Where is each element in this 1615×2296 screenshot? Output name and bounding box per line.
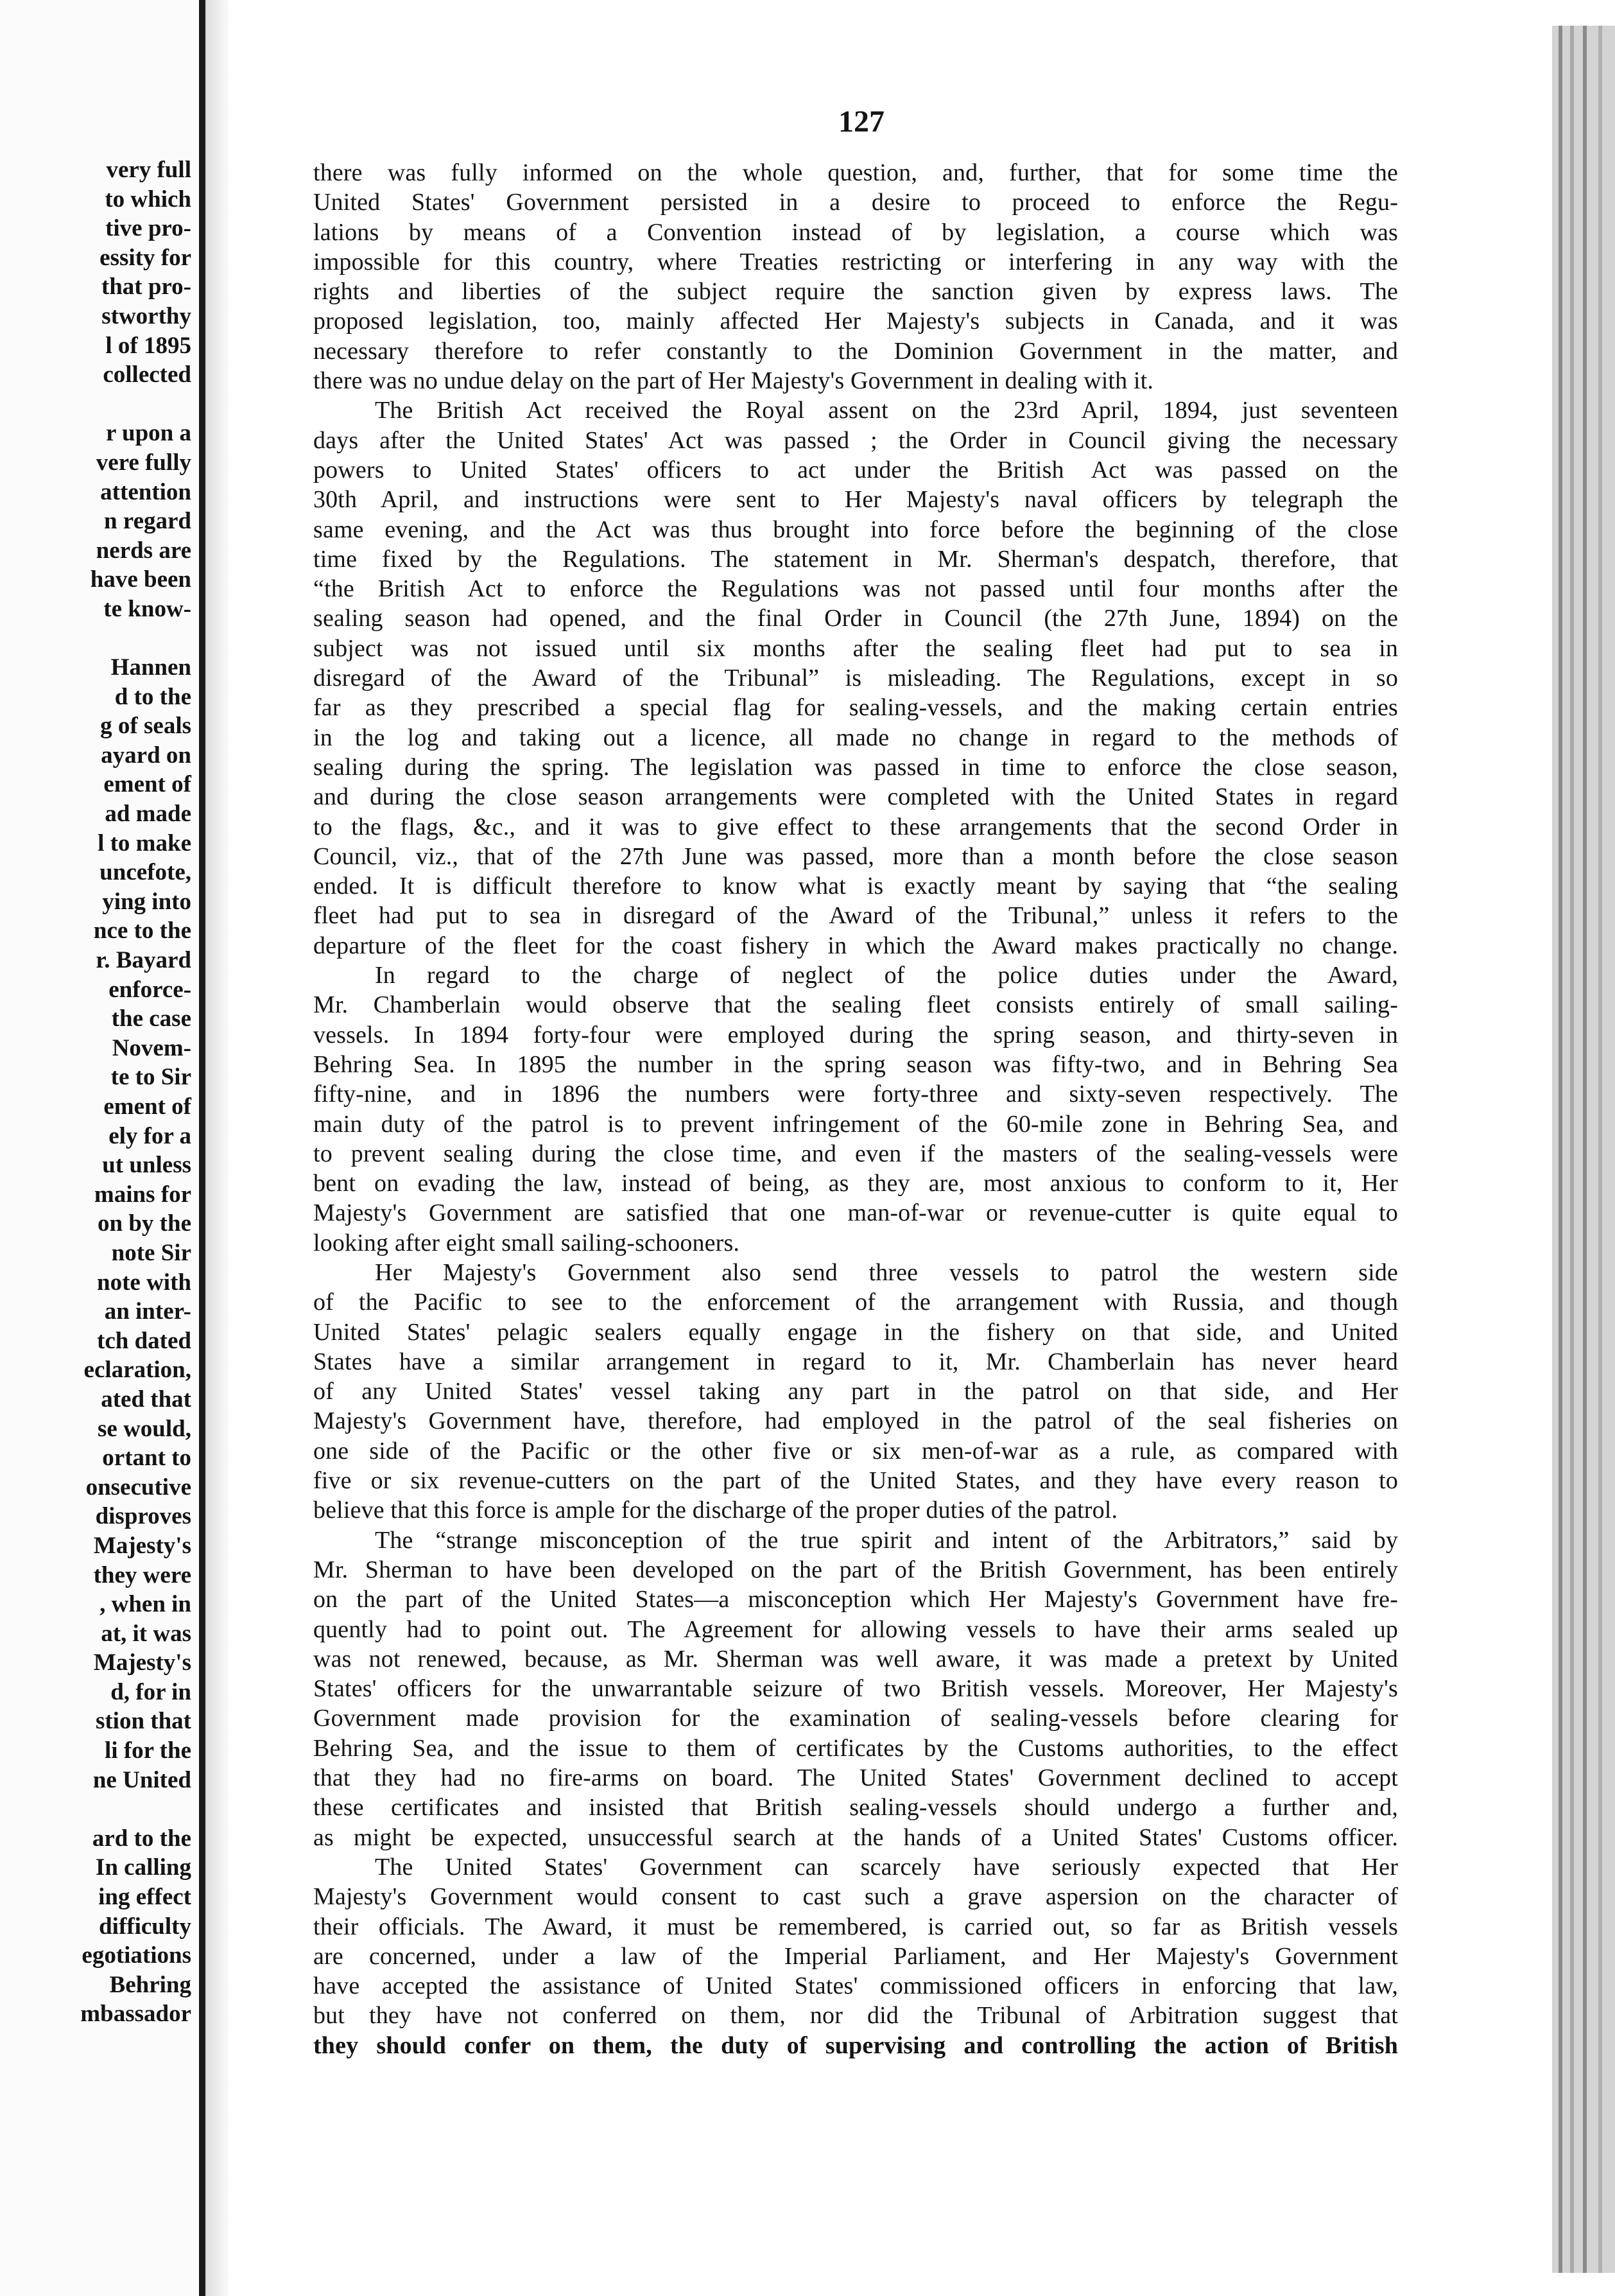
text-line: days after the United States' Act was passed ; the Order in Council giving the necessary bbox=[313, 426, 1398, 454]
text-line: Government made provision for the examination of sealing-vessels before clearing for bbox=[313, 1705, 1398, 1732]
facing-page-line: at, it was bbox=[101, 1620, 191, 1647]
text-line: ended. It is difficult therefore to know what is exactly meant by saying that “the sealing bbox=[313, 873, 1398, 900]
text-line: they should confer on them, the duty of supervising and controlling the action of British bbox=[313, 2031, 1398, 2059]
facing-page-line: ying into bbox=[102, 888, 191, 915]
facing-page-line: on by the bbox=[98, 1210, 191, 1237]
book-spine-edge bbox=[199, 0, 205, 2296]
page-edge-line bbox=[1583, 26, 1587, 2273]
facing-page-text bbox=[0, 155, 191, 2029]
text-line: Behring Sea, and the issue to them of certificates by the Customs authorities, to the effect bbox=[313, 1734, 1398, 1762]
facing-page-line: they were bbox=[93, 1561, 191, 1588]
text-line: sealing season had opened, and the final Order in Council (the 27th June, 1894) on the bbox=[313, 605, 1398, 632]
facing-page-line: ing effect bbox=[98, 1884, 191, 1911]
facing-page-line: ement of bbox=[103, 771, 191, 798]
facing-page-line: Majesty's bbox=[93, 1649, 191, 1676]
text-line: United States' pelagic sealers equally engage in the fishery on that side, and United bbox=[313, 1318, 1398, 1346]
facing-page-line: , when in bbox=[99, 1591, 191, 1618]
facing-page-line: d, for in bbox=[110, 1678, 191, 1705]
text-line: in the log and taking out a licence, all made no change in regard to the methods of bbox=[313, 724, 1398, 751]
facing-page-line: note Sir bbox=[111, 1239, 191, 1266]
text-line: bent on evading the law, instead of being, as they are, most anxious to conform to it, Her bbox=[313, 1170, 1398, 1197]
text-line: of any United States' vessel taking any part in the patrol on that side, and Her bbox=[313, 1378, 1398, 1405]
facing-page-line: very full bbox=[106, 157, 191, 183]
page-edge-line bbox=[1570, 26, 1574, 2273]
facing-page-line: se would, bbox=[98, 1415, 191, 1442]
facing-page-line: ortant to bbox=[102, 1445, 191, 1472]
page-gutter bbox=[205, 0, 229, 2296]
facing-page-line: nce to the bbox=[93, 918, 191, 944]
text-line: States' officers for the unwarrantable seizure of two British vessels. Moreover, Her Majesty's bbox=[313, 1675, 1398, 1703]
text-line: “the British Act to enforce the Regulations was not passed until four months after the bbox=[313, 575, 1398, 603]
text-line: Majesty's Government would consent to cast such a grave aspersion on the character of bbox=[313, 1883, 1398, 1911]
facing-page-line: ad made bbox=[105, 801, 191, 828]
text-line: Majesty's Government have, therefore, had employed in the patrol of the seal fisheries on bbox=[313, 1407, 1398, 1435]
text-line: disregard of the Award of the Tribunal” is misleading. The Regulations, except in so bbox=[313, 665, 1398, 692]
facing-page-line: tive pro- bbox=[105, 215, 191, 242]
facing-page-line: have been bbox=[90, 566, 191, 593]
text-line: these certificates and insisted that British sealing-vessels should undergo a further and, bbox=[313, 1794, 1398, 1822]
facing-page-line: collected bbox=[103, 361, 191, 388]
facing-page-line: r upon a bbox=[106, 420, 191, 447]
text-line: have accepted the assistance of United States' commissioned officers in enforcing that law, bbox=[313, 1972, 1398, 2000]
facing-page-line: mbassador bbox=[80, 2001, 191, 2028]
text-line: powers to United States' officers to act under the British Act was passed on the bbox=[313, 456, 1398, 483]
facing-page-line: ely for a bbox=[108, 1122, 191, 1149]
text-line: Mr. Sherman to have been developed on the part of the British Government, has been entirely bbox=[313, 1556, 1398, 1583]
paragraph-first-line: Her Majesty's Government also send three vessels to patrol the western side bbox=[375, 1258, 1398, 1286]
text-line: lations by means of a Convention instead of by legislation, a course which was bbox=[313, 218, 1398, 246]
text-line: subject was not issued until six months after the sealing fleet had put to sea in bbox=[313, 634, 1398, 662]
facing-page-line: ayard on bbox=[101, 742, 191, 769]
text-line: looking after eight small sailing-schooners. bbox=[313, 1229, 740, 1257]
main-body-text bbox=[313, 158, 1398, 2060]
text-line: sealing during the spring. The legislation was passed in time to enforce the close season, bbox=[313, 753, 1398, 781]
text-line: 30th April, and instructions were sent to Her Majesty's naval officers by telegraph the bbox=[313, 486, 1398, 514]
text-line: necessary therefore to refer constantly to the Dominion Government in the matter, and bbox=[313, 337, 1398, 365]
facing-page-line: ated that bbox=[101, 1386, 191, 1413]
facing-page-line: In calling bbox=[95, 1854, 191, 1881]
text-line: one side of the Pacific or the other five or six men-of-war as a rule, as compared with bbox=[313, 1437, 1398, 1465]
facing-page-line: an inter- bbox=[104, 1298, 191, 1325]
text-line: that they had no fire-arms on board. The United States' Government declined to accept bbox=[313, 1764, 1398, 1792]
facing-page-line: Behring bbox=[109, 1971, 191, 1998]
text-line: are concerned, under a law of the Imperial Parliament, and Her Majesty's Government bbox=[313, 1942, 1398, 1970]
paragraph-gap bbox=[0, 390, 191, 419]
paragraph-first-line: The “strange misconception of the true spirit and intent of the Arbitrators,” said by bbox=[375, 1526, 1398, 1554]
text-line: believe that this force is ample for the discharge of the proper duties of the patrol. bbox=[313, 1497, 1118, 1524]
text-line: and during the close season arrangements were completed with the United States in regard bbox=[313, 783, 1398, 811]
text-line: to the flags, &c., and it was to give effect to these arrangements that the second Order in bbox=[313, 813, 1398, 840]
text-line: proposed legislation, too, mainly affected Her Majesty's subjects in Canada, and it was bbox=[313, 308, 1398, 335]
text-line: Majesty's Government are satisfied that one man-of-war or revenue-cutter is quite equal to bbox=[313, 1199, 1398, 1227]
text-line: to prevent sealing during the close time, and even if the masters of the sealing-vessels were bbox=[313, 1140, 1398, 1167]
facing-page-line: te to Sir bbox=[110, 1064, 191, 1091]
text-line: but they have not conferred on them, nor did the Tribunal of Arbitration suggest that bbox=[313, 2002, 1398, 2030]
facing-page-line: egotiations bbox=[82, 1942, 191, 1969]
facing-page-line: r. Bayard bbox=[96, 947, 191, 974]
facing-page-line: disproves bbox=[95, 1503, 191, 1530]
text-line: was not renewed, because, as Mr. Sherman was well aware, it was made a pretext by United bbox=[313, 1645, 1398, 1673]
text-line: Council, viz., that of the 27th June was passed, more than a month before the close season bbox=[313, 842, 1398, 870]
paragraph-gap bbox=[0, 624, 191, 654]
facing-page-line: vere fully bbox=[96, 449, 191, 476]
facing-page-line: ne United bbox=[92, 1766, 191, 1793]
facing-page-line: the case bbox=[111, 1005, 191, 1032]
text-line: there was no undue delay on the part of Her Majesty's Government in dealing with it. bbox=[313, 367, 1153, 395]
text-line: there was fully informed on the whole question, and, further, that for some time the bbox=[313, 159, 1398, 186]
paragraph-first-line: The United States' Government can scarcely have seriously expected that Her bbox=[375, 1853, 1398, 1881]
facing-page-line: d to the bbox=[114, 683, 191, 710]
text-line: their officials. The Award, it must be remembered, is carried out, so far as British vessels bbox=[313, 1913, 1398, 1940]
facing-page-line: enforce- bbox=[108, 976, 191, 1003]
facing-page-line: stworthy bbox=[101, 302, 191, 329]
text-line: of the Pacific to see to the enforcement of the arrangement with Russia, and though bbox=[313, 1289, 1398, 1316]
facing-page-line: difficulty bbox=[99, 1913, 191, 1940]
facing-page-line: note with bbox=[97, 1269, 191, 1296]
text-line: departure of the fleet for the coast fishery in which the Award makes practically no change. bbox=[313, 932, 1398, 959]
facing-page-line: te know- bbox=[103, 595, 191, 622]
facing-page-line: Novem- bbox=[112, 1034, 191, 1061]
facing-page bbox=[0, 0, 200, 2296]
facing-page-line: attention bbox=[100, 478, 191, 505]
page-number: 127 bbox=[838, 105, 885, 139]
text-line: far as they prescribed a special flag for sealing-vessels, and the making certain entries bbox=[313, 694, 1398, 722]
text-line: main duty of the patrol is to prevent infringement of the 60-mile zone in Behring Sea, and bbox=[313, 1110, 1398, 1138]
text-line: same evening, and the Act was thus brought into force before the beginning of the close bbox=[313, 516, 1398, 543]
paragraph-first-line: The British Act received the Royal assent on the 23rd April, 1894, just seventeen bbox=[375, 397, 1398, 424]
page-edge-line bbox=[1598, 26, 1602, 2273]
text-line: as might be expected, unsuccessful search at the hands of a United States' Customs officer. bbox=[313, 1823, 1398, 1851]
facing-page-line: ard to the bbox=[92, 1825, 191, 1852]
text-line: time fixed by the Regulations. The statement in Mr. Sherman's despatch, therefore, that bbox=[313, 545, 1398, 573]
text-line: five or six revenue-cutters on the part of the United States, and they have every reason to bbox=[313, 1467, 1398, 1495]
facing-page-line: g of seals bbox=[100, 713, 191, 740]
facing-page-line: tch dated bbox=[97, 1327, 191, 1354]
text-line: United States' Government persisted in a desire to proceed to enforce the Regu- bbox=[313, 189, 1398, 216]
text-line: fifty-nine, and in 1896 the numbers were forty-three and sixty-seven respectively. The bbox=[313, 1081, 1398, 1108]
facing-page-line: nerds are bbox=[96, 537, 191, 564]
facing-page-line: Hannen bbox=[110, 654, 191, 681]
text-line: Behring Sea. In 1895 the number in the spring season was fifty-two, and in Behring Sea bbox=[313, 1050, 1398, 1078]
text-line: fleet had put to sea in disregard of the Award of the Tribunal,” unless it refers to the bbox=[313, 902, 1398, 930]
text-line: on the part of the United States—a misconception which Her Majesty's Government have fre- bbox=[313, 1586, 1398, 1613]
text-line: impossible for this country, where Treaties restricting or interfering in any way with the bbox=[313, 248, 1398, 275]
text-line: vessels. In 1894 forty-four were employed during the spring season, and thirty-seven in bbox=[313, 1021, 1398, 1048]
text-line: quently had to point out. The Agreement for allowing vessels to have their arms sealed up bbox=[313, 1615, 1398, 1643]
facing-page-line: ement of bbox=[103, 1093, 191, 1120]
facing-page-line: Majesty's bbox=[93, 1532, 191, 1559]
paragraph-gap bbox=[0, 1795, 191, 1824]
facing-page-line: uncefote, bbox=[99, 859, 191, 886]
facing-page-line: that pro- bbox=[101, 274, 191, 300]
facing-page-line: l of 1895 bbox=[105, 332, 191, 359]
facing-page-line: eclaration, bbox=[83, 1357, 191, 1384]
text-line: Mr. Chamberlain would observe that the sealing fleet consists entirely of small sailing- bbox=[313, 991, 1398, 1019]
text-line: rights and liberties of the subject require the sanction given by express laws. The bbox=[313, 278, 1398, 306]
facing-page-line: mains for bbox=[94, 1181, 191, 1208]
facing-page-line: stion that bbox=[95, 1708, 191, 1735]
paragraph-first-line: In regard to the charge of neglect of the police duties under the Award, bbox=[375, 962, 1398, 989]
facing-page-line: n regard bbox=[103, 508, 191, 535]
facing-page-line: ut unless bbox=[102, 1152, 191, 1179]
page-edge-line bbox=[1559, 26, 1562, 2273]
facing-page-line: li for the bbox=[105, 1737, 191, 1764]
facing-page-line: l to make bbox=[98, 830, 191, 857]
facing-page-line: onsecutive bbox=[85, 1474, 191, 1500]
facing-page-line: to which bbox=[105, 186, 191, 213]
text-line: States have a similar arrangement in regard to it, Mr. Chamberlain has never heard bbox=[313, 1348, 1398, 1375]
facing-page-line: essity for bbox=[99, 244, 191, 271]
